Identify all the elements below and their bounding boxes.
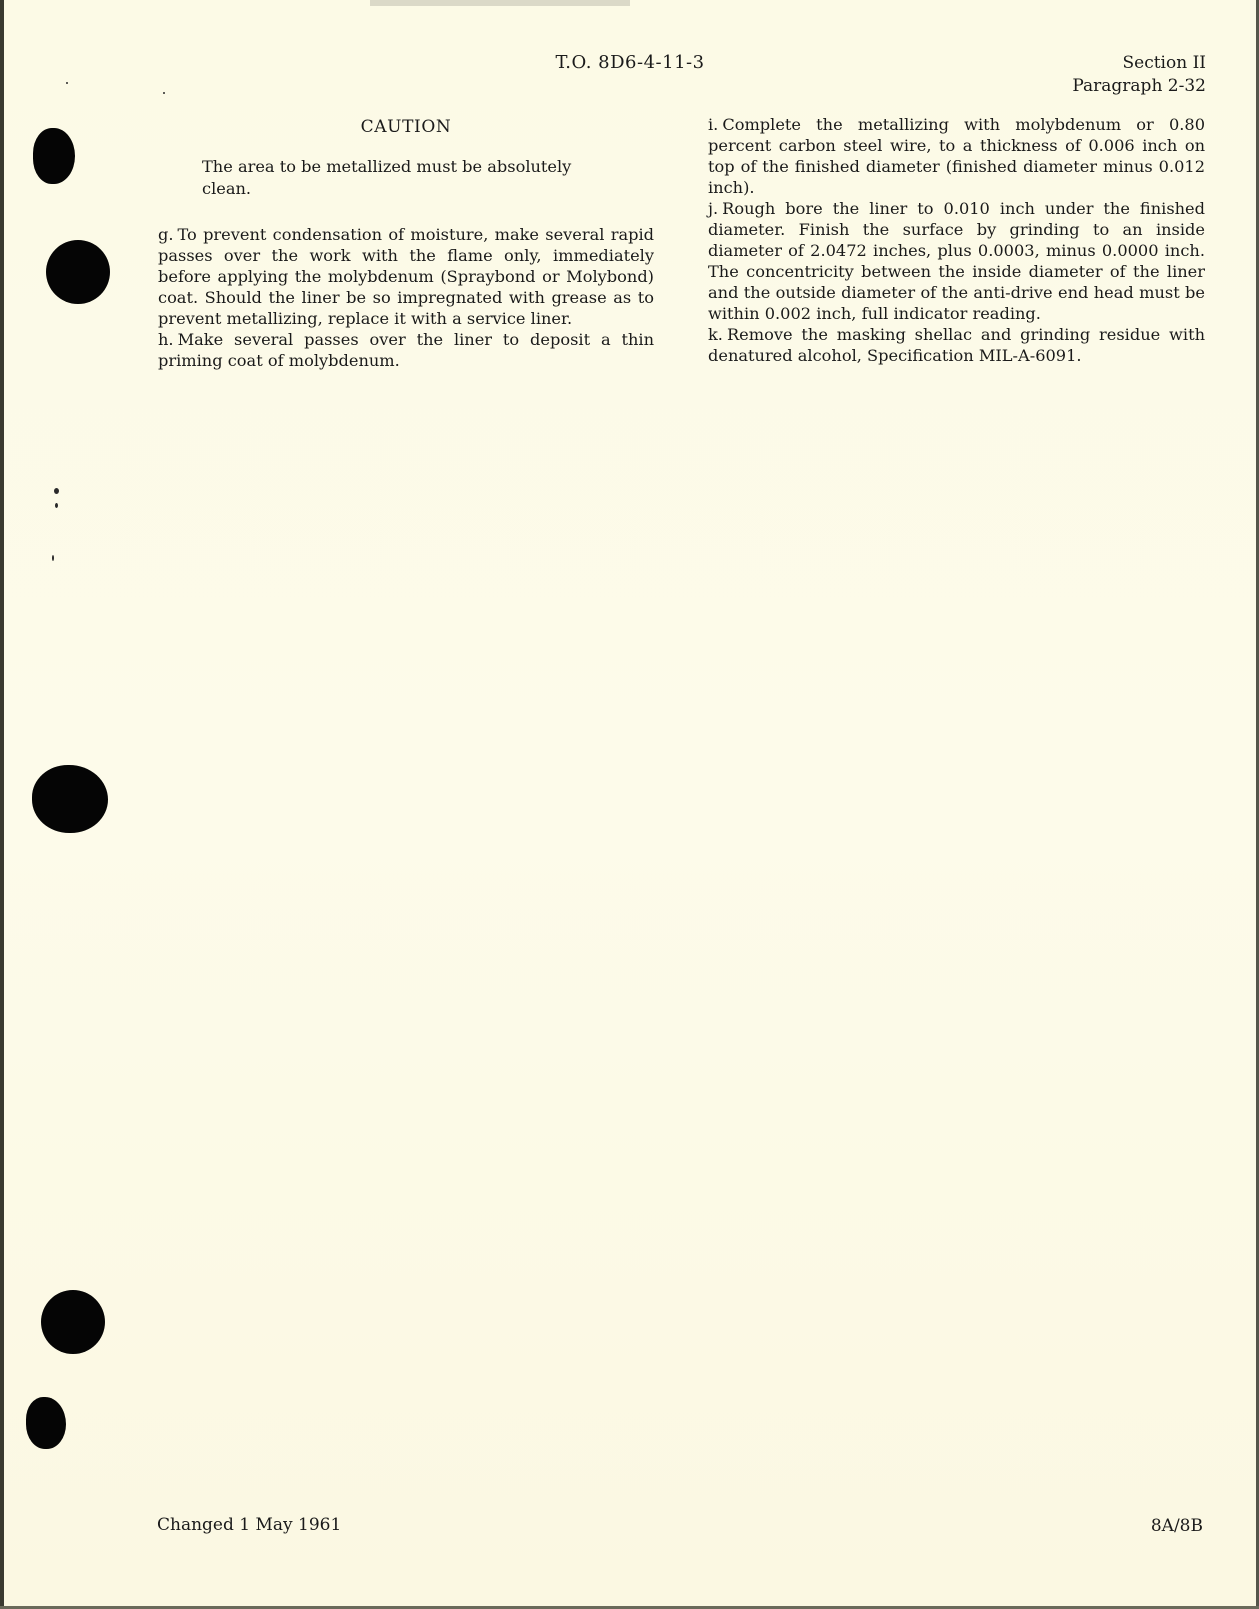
- scan-speck: [54, 488, 59, 494]
- paragraph-h: [158, 329, 654, 371]
- paragraph-label: h.: [158, 330, 174, 349]
- change-note: Changed 1 May 1961: [157, 1515, 342, 1535]
- scan-edge-left: [0, 0, 4, 1609]
- punch-hole: [41, 1290, 105, 1354]
- scan-speck: [163, 92, 165, 94]
- section-reference: [1072, 52, 1206, 98]
- page-number: 8A/8B: [1150, 1516, 1203, 1536]
- left-column: [158, 114, 654, 371]
- paragraph-text: To prevent condensation of moisture, make several rapid passes over the work with the flame only, immediately before applying the molybdenum (Spraybond or Molybond) coat. Should the liner be so impregnated with grease as to prevent metallizing, replace it with a service liner.: [158, 225, 654, 328]
- paragraph-g: [158, 224, 654, 329]
- paragraph-j: [708, 198, 1205, 324]
- paragraph-text: Make several passes over the liner to deposit a thin priming coat of molybdenum.: [158, 330, 654, 370]
- paragraph-label: j.: [708, 199, 719, 218]
- paragraph-text: Remove the masking shellac and grinding residue with denatured alcohol, Specification MIL-A-6091.: [708, 325, 1205, 365]
- paragraph-text: Complete the metallizing with molybdenum or 0.80 percent carbon steel wire, to a thickness of 0.006 inch on top of the finished diameter (finished diameter minus 0.012 inch).: [708, 115, 1205, 197]
- paragraph-k: [708, 324, 1205, 366]
- doc-number: T.O. 8D6-4-11-3: [555, 52, 705, 73]
- paragraph-label: i.: [708, 115, 719, 134]
- scan-smudge: [370, 0, 630, 6]
- caution-text: The area to be metallized must be absolutely clean.: [202, 157, 572, 198]
- punch-hole: [33, 128, 75, 184]
- paragraph-text: Rough bore the liner to 0.010 inch under the finished diameter. Finish the surface by grinding to an inside diameter of 2.0472 inches, plus 0.0003, minus 0.0000 inch. The concentricity between the inside diameter of the liner and the outside diameter of the anti-drive end head must be within 0.002 inch, full indicator reading.: [708, 199, 1205, 323]
- paragraph-label: k.: [708, 325, 723, 344]
- punch-hole: [32, 765, 108, 833]
- caution-title: CAUTION: [360, 117, 452, 137]
- paragraph-label: Paragraph 2-32: [1072, 76, 1206, 96]
- punch-hole: [26, 1397, 66, 1449]
- paragraph-i: [708, 114, 1205, 198]
- punch-hole: [46, 240, 110, 304]
- paragraph-label: g.: [158, 225, 174, 244]
- section-label: Section II: [1122, 53, 1206, 73]
- scan-speck: [66, 82, 68, 84]
- scan-speck: [55, 503, 58, 508]
- scan-speck: [52, 555, 54, 561]
- right-column: [708, 114, 1205, 366]
